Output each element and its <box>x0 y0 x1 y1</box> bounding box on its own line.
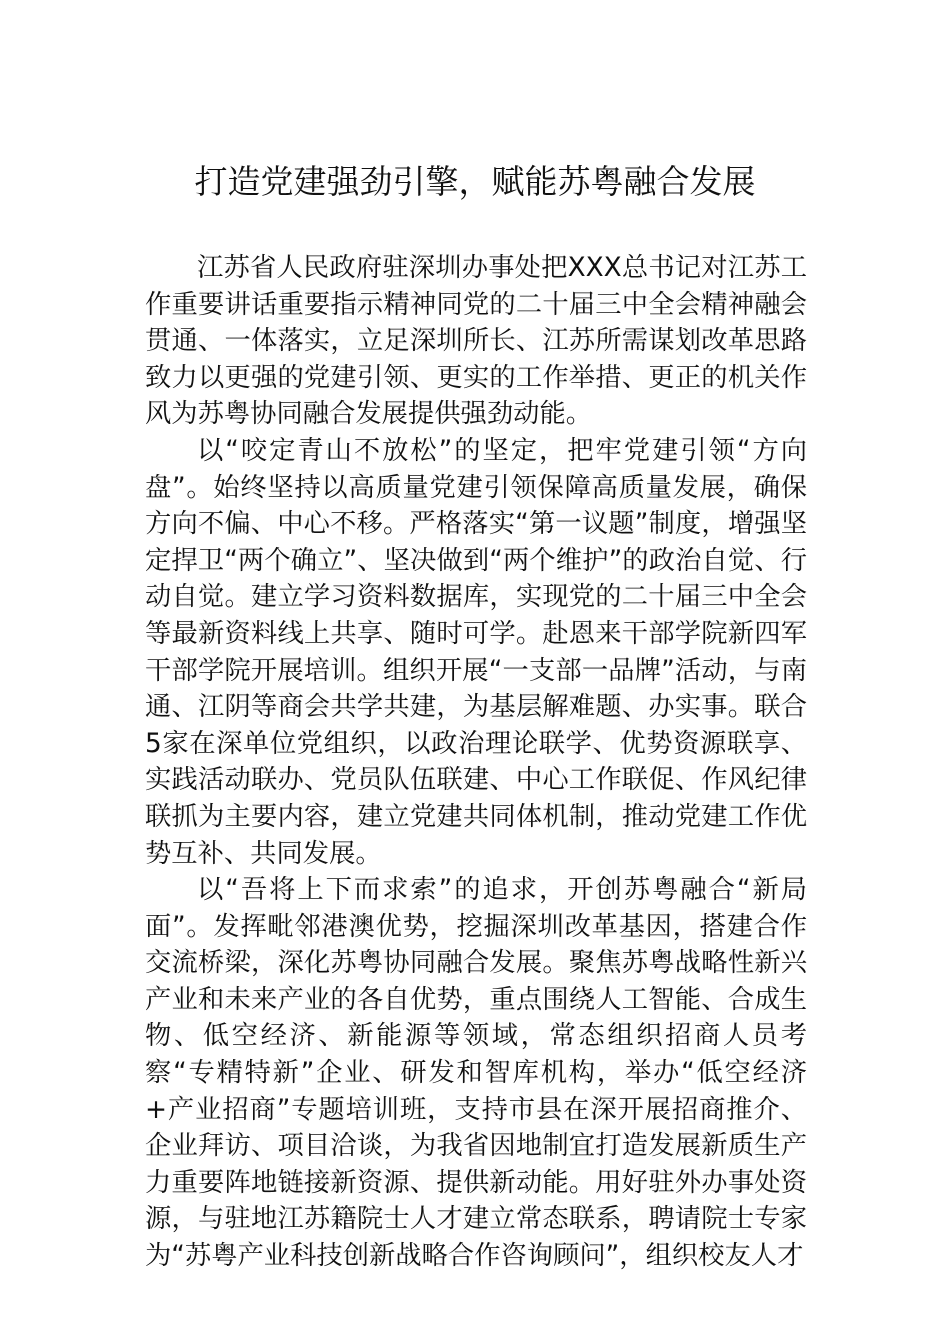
paragraph: 江苏省人民政府驻深圳办事处把XXX总书记对江苏工作重要讲话重要指示精神同党的二十届三中全会精神融会贯通、一体落实，立足深圳所长、江苏所需谋划改革思路致力以更强的党建引领、更实的工作举措、更正的机关作风为苏粤协同融合发展提供强劲动能。 <box>145 253 807 430</box>
document-body <box>145 250 807 1275</box>
paragraph: 以“吾将上下而求索”的追求，开创苏粤融合“新局面”。发挥毗邻港澳优势，挖掘深圳改革基因，搭建合作交流桥梁，深化苏粤协同融合发展。聚焦苏粤战略性新兴产业和未来产业的各自优势，重点围绕人工智能、合成生物、低空经济、新能源等领域，常态组织招商人员考察“专精特新”企业、研发和智库机构，举办“低空经济+产业招商”专题培训班，支持市县在深开展招商推介、企业拜访、项目洽谈，为我省因地制宜打造发展新质生产力重要阵地链接新资源、提供新动能。用好驻外办事处资源，与驻地江苏籍院士人才建立常态联系，聘请院士专家为“苏粤产业科技创新战略合作咨询顾问”，组织校友人才 <box>145 875 807 1272</box>
paragraph: 以“咬定青山不放松”的坚定，把牢党建引领“方向盘”。始终坚持以高质量党建引领保障高质量发展，确保方向不偏、中心不移。严格落实“第一议题”制度，增强坚定捍卫“两个确立”、坚决做到“两个维护”的政治自觉、行动自觉。建立学习资料数据库，实现党的二十届三中全会等最新资料线上共享、随时可学。赴恩来干部学院新四军干部学院开展培训。组织开展“一支部一品牌”活动，与南通、江阴等商会共学共建，为基层解难题、办实事。联合5家在深单位党组织，以政治理论联学、优势资源联享、实践活动联办、党员队伍联建、中心工作联促、作风纪律联抓为主要内容，建立党建共同体机制，推动党建工作优势互补、共同发展。 <box>145 435 807 869</box>
document-title: 打造党建强劲引擎，赋能苏粤融合发展 <box>194 162 756 201</box>
